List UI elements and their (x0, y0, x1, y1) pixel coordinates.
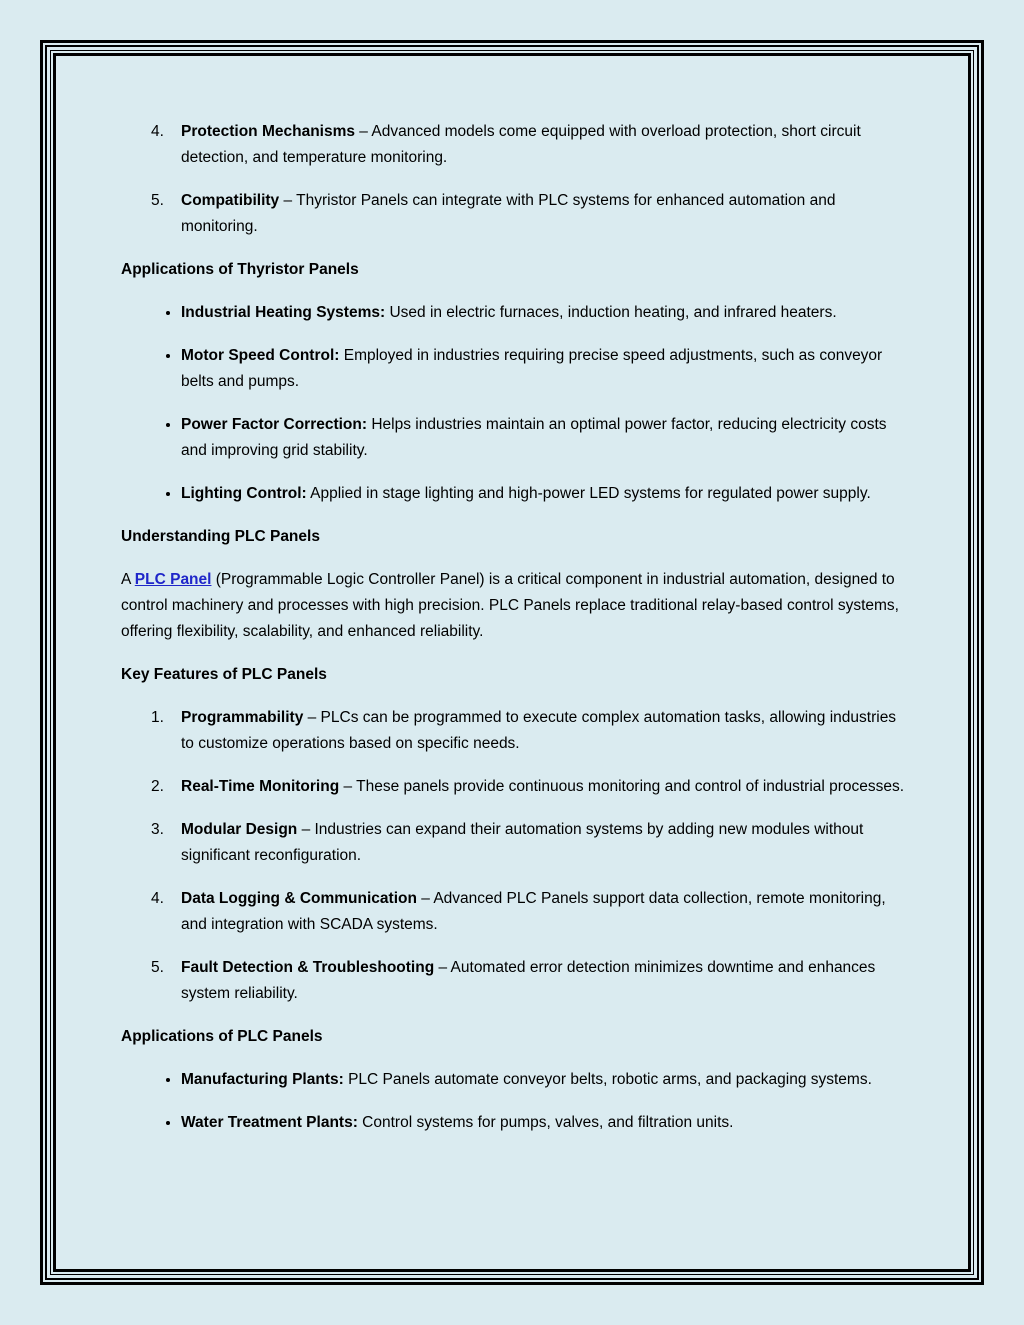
list-item (151, 119, 911, 171)
list-item (181, 300, 911, 326)
list-text: – Thyristor Panels can integrate with PLC systems for enhanced automation and monitoring. (181, 192, 836, 235)
list-term: Compatibility (181, 192, 280, 209)
list-term: Industrial Heating Systems: (181, 304, 386, 321)
list-term: Manufacturing Plants: (181, 1071, 344, 1088)
list-text: Control systems for pumps, valves, and filtration units. (357, 1114, 734, 1131)
list-term: Fault Detection & Troubleshooting (181, 959, 435, 976)
list-term: Real-Time Monitoring (181, 778, 340, 795)
heading-applications-thyristor: Applications of Thyristor Panels (121, 261, 359, 278)
list-item (181, 1067, 911, 1093)
list-text: PLC Panels automate conveyor belts, robotic arms, and packaging systems. (343, 1071, 872, 1088)
list-item (151, 817, 911, 869)
list-term: Programmability (181, 709, 304, 726)
thyristor-features-list-continued (121, 119, 911, 240)
heading-key-features-plc: Key Features of PLC Panels (121, 666, 327, 683)
list-term: Protection Mechanisms (181, 123, 355, 140)
list-term: Motor Speed Control: (181, 347, 340, 364)
list-item (151, 705, 911, 757)
list-text: – Automated error detection minimizes downtime and enhances system reliability. (181, 959, 876, 1002)
list-text: – These panels provide continuous monitoring and control of industrial processes. (339, 778, 905, 795)
thyristor-applications-list (121, 300, 911, 507)
list-term: Water Treatment Plants: (181, 1114, 358, 1131)
list-term: Data Logging & Communication (181, 890, 417, 907)
list-item (151, 886, 911, 938)
intro-prefix: A (121, 571, 135, 588)
list-number: 4. (151, 890, 164, 907)
list-term: Lighting Control: (181, 485, 307, 502)
plc-features-list (121, 705, 911, 1007)
plc-intro-paragraph (121, 567, 911, 645)
list-number: 2. (151, 778, 164, 795)
intro-rest: (Programmable Logic Controller Panel) is a critical component in industrial automation, designed to control machinery and processes with high precision. PLC Panels replace traditional relay-based control systems, offering flexibility, scalability, and enhanced reliability. (121, 571, 899, 640)
list-number: 5. (151, 959, 164, 976)
heading-understanding-plc: Understanding PLC Panels (121, 528, 320, 545)
list-text: Employed in industries requiring precise speed adjustments, such as conveyor belts and pumps. (181, 347, 883, 390)
document-body (121, 119, 911, 1153)
heading-applications-plc: Applications of PLC Panels (121, 1028, 323, 1045)
list-term: Power Factor Correction: (181, 416, 368, 433)
list-text: Applied in stage lighting and high-power LED systems for regulated power supply. (306, 485, 871, 502)
list-text: – Industries can expand their automation systems by adding new modules without significant reconfiguration. (181, 821, 864, 864)
list-item (181, 412, 911, 464)
list-text: Helps industries maintain an optimal power factor, reducing electricity costs and improving grid stability. (181, 416, 887, 459)
list-item (181, 343, 911, 395)
list-number: 1. (151, 709, 164, 726)
list-number: 3. (151, 821, 164, 838)
list-text: – Advanced PLC Panels support data collection, remote monitoring, and integration with SCADA systems. (181, 890, 886, 933)
list-item (181, 481, 911, 507)
list-number: 5. (151, 192, 164, 209)
list-text: – Advanced models come equipped with overload protection, short circuit detection, and temperature monitoring. (181, 123, 861, 166)
plc-applications-list (121, 1067, 911, 1136)
list-number: 4. (151, 123, 164, 140)
list-item (181, 1110, 911, 1136)
list-term: Modular Design (181, 821, 298, 838)
list-item (151, 188, 911, 240)
list-item (151, 774, 911, 800)
plc-panel-link[interactable]: PLC Panel (134, 571, 212, 588)
list-item (151, 955, 911, 1007)
list-text: – PLCs can be programmed to execute complex automation tasks, allowing industries to customize operations based on specific needs. (181, 709, 897, 752)
list-text: Used in electric furnaces, induction heating, and infrared heaters. (385, 304, 837, 321)
